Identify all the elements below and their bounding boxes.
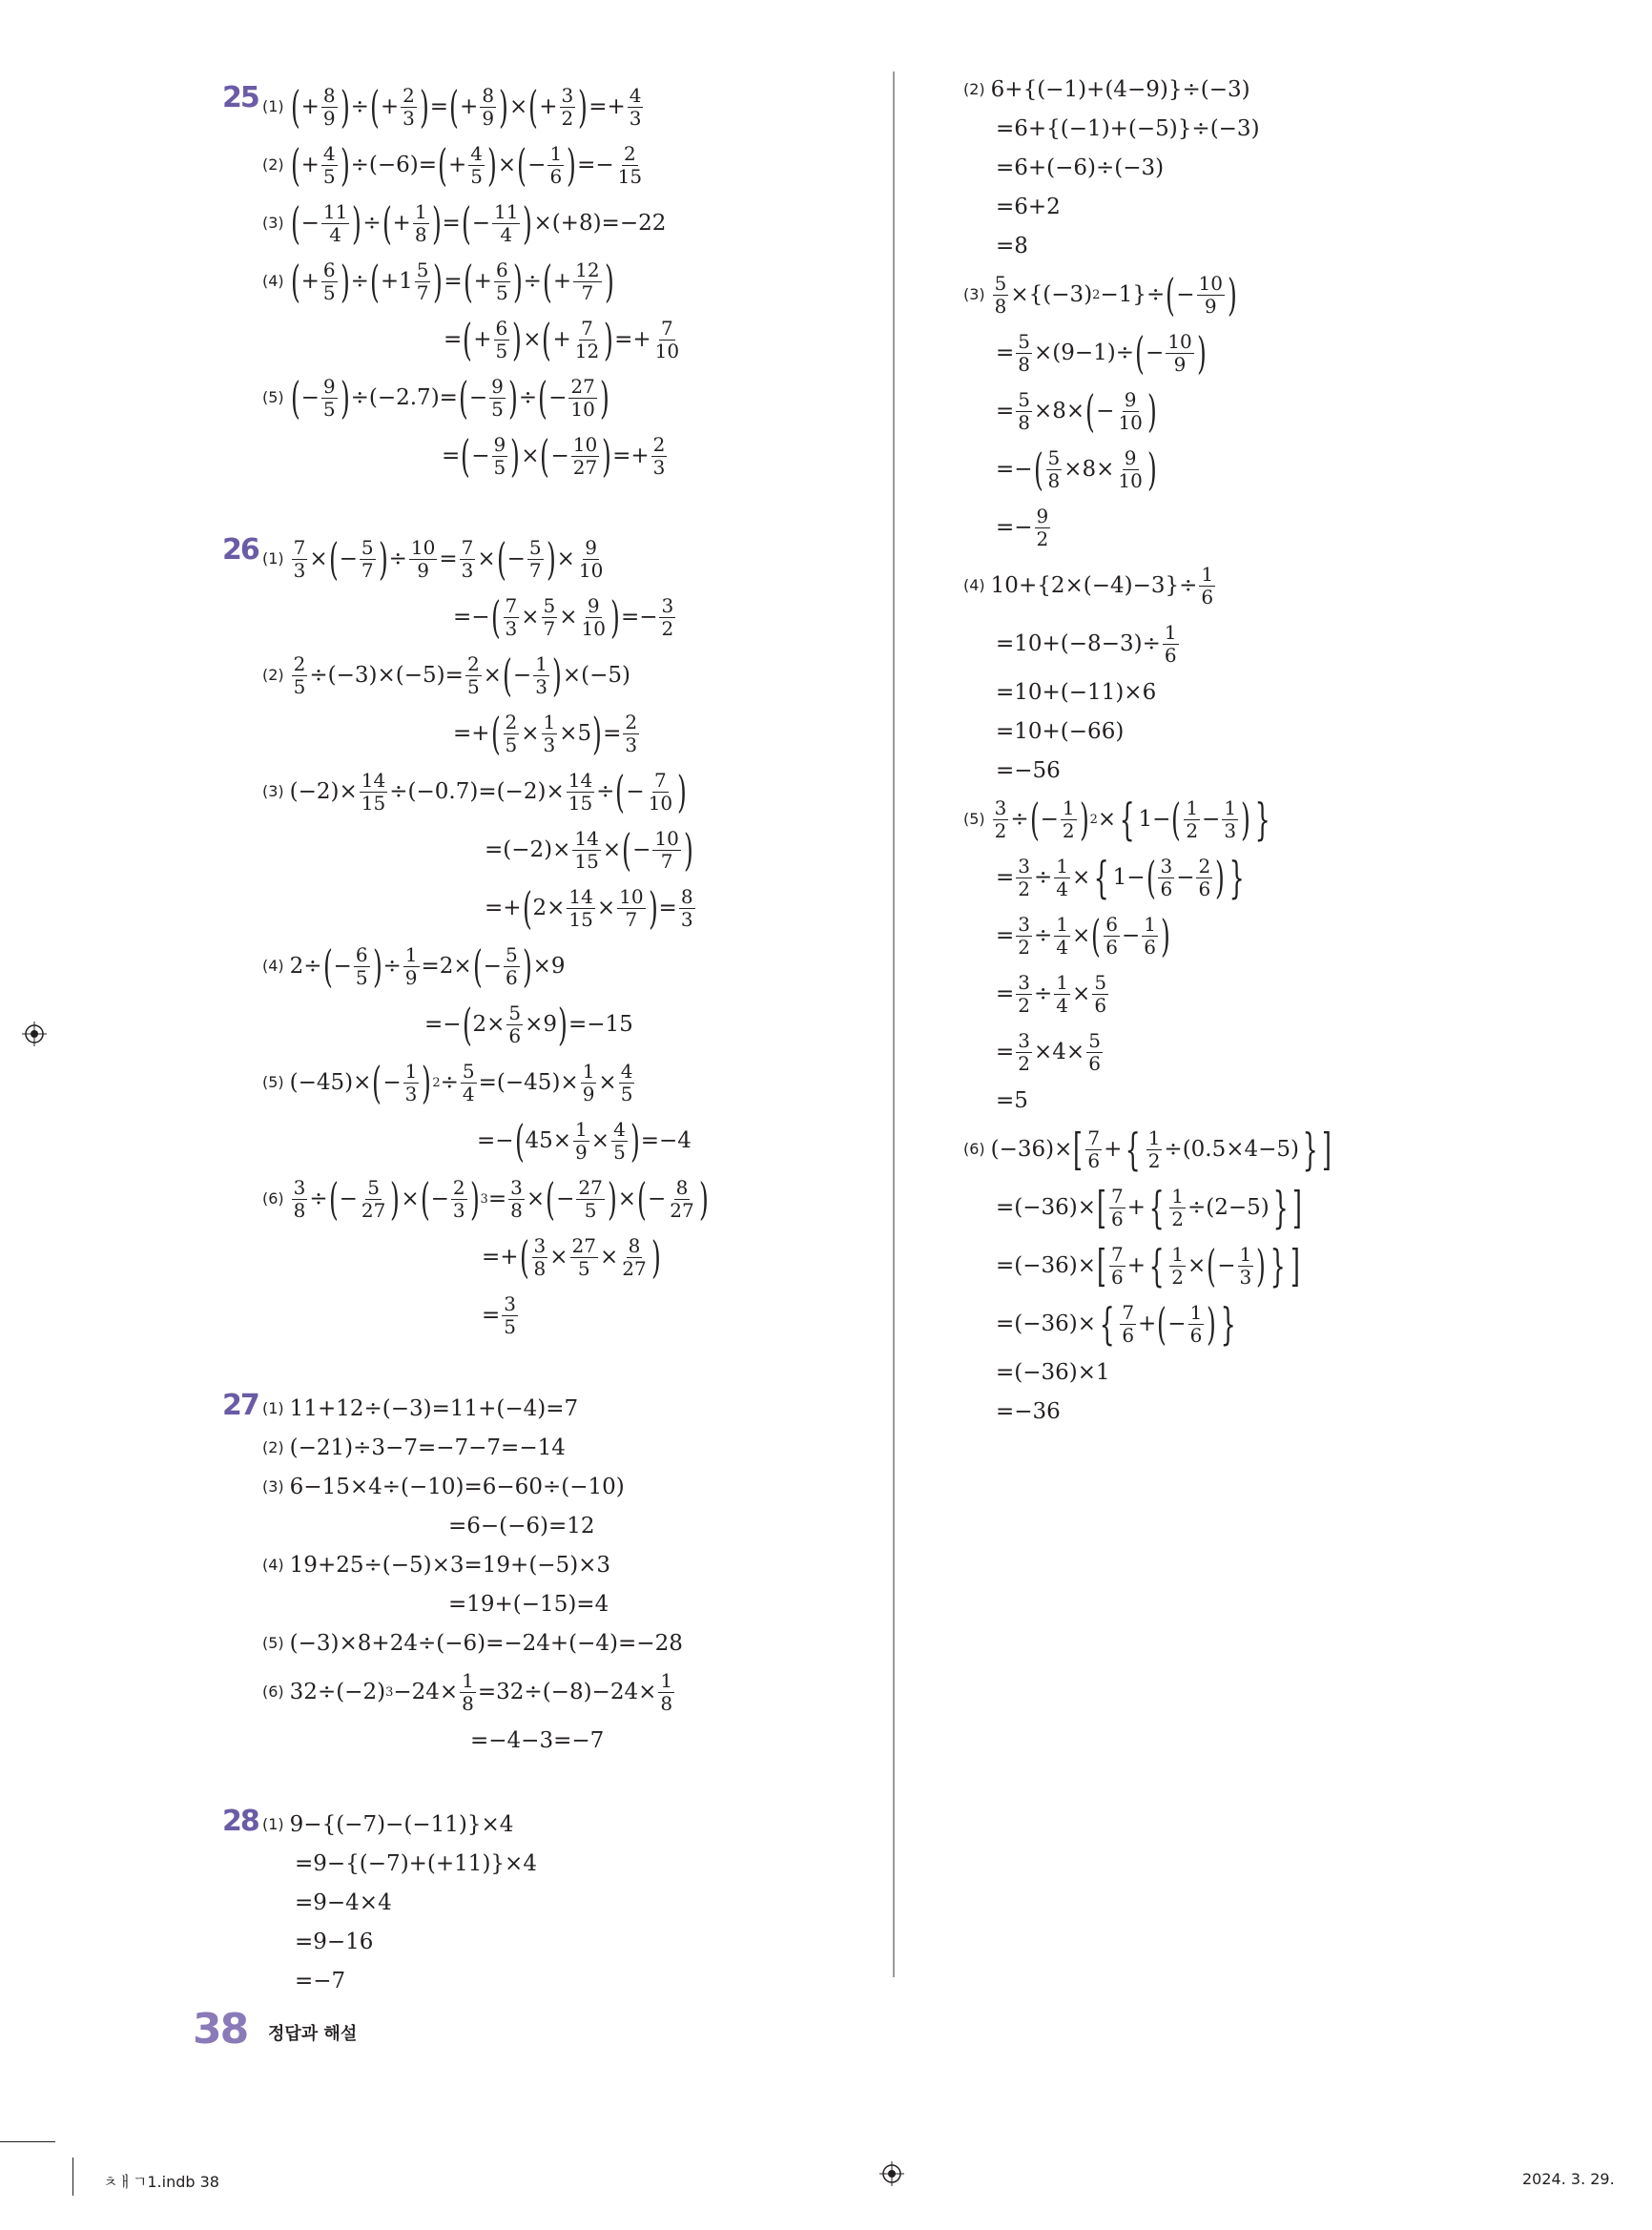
equation-line: (1) ( + $\frac{8}{9}$ ) ÷ ( + $\frac{2}{3}$ ) = ( + $\frac{8}{9}$ ) × ( + $\frac{3}{2}$ ) =+ $\frac{4}{3}$ [262,81,642,133]
equation-line: (6) $\frac{3}{8}$ ÷ ( − $\frac{5}{27}$ ) × ( − $\frac{2}{3}$ ) 3 = $\frac{3}{8}$ × ( − $\frac{27}{5}$ ) × ( − $\frac{8}{27}$ ) [262,1173,709,1225]
sub-label: (3) [262,214,284,232]
equation-line: (4) 10+{2×(−4)−3}÷ $\frac{1}{6}$ [963,562,1214,609]
equation-line: =10+(−8−3)÷ $\frac{1}{6}$ [996,620,1177,667]
equation-line: =6+{(−1)+(−5)}÷(−3) [996,115,1260,141]
equation-line: =+ ( $\frac{3}{8}$ × $\frac{27}{5}$ × $\frac{8}{27}$ ) [482,1231,661,1283]
equation-line: (6) (−36)× [ $\frac{7}{6}$ + { $\frac{1}{2}$ ÷(0.5×4−5) } ] [963,1124,1332,1175]
sub-label: (4) [262,272,284,290]
column-divider [893,72,895,1977]
equation-line: (4) 2÷ ( − $\frac{6}{5}$ ) ÷ $\frac{1}{9}$ =2× ( − $\frac{5}{6}$ ) ×9 [262,940,566,992]
equation-line: (3) $\frac{5}{8}$ ×{(−3) 2 −1}÷ ( − $\frac{10}{9}$ ) [963,269,1237,320]
sub-label: (4) [262,957,284,975]
problem-25 [215,79,882,484]
equation-line: = $\frac{3}{2}$ ÷ $\frac{1}{4}$ × { 1− ( $\frac{3}{6}$ − $\frac{2}{6}$ ) } [996,852,1245,903]
equation-line: = $\frac{3}{2}$ ÷ $\frac{1}{4}$ × $\frac{5}{6}$ [996,970,1107,1017]
right-sub-5 [963,792,1612,1119]
equation-line: (3) (−2)× $\frac{14}{15}$ ÷(−0.7)=(−2)× $\frac{14}{15}$ ÷ ( − $\frac{7}{10}$ ) [262,766,688,817]
problem-number: 28 [222,1805,258,1838]
equation-line: = $\frac{5}{8}$ ×(9−1)÷ ( − $\frac{10}{9}$ ) [996,327,1207,379]
equation-line: = $\frac{5}{8}$ ×8× ( − $\frac{9}{10}$ ) [996,385,1157,437]
sub-label: (1) [262,97,284,115]
sub-label: (3) [262,782,284,800]
equation-line: =−36 [996,1398,1061,1424]
crop-mark [0,2141,55,2142]
equation-line: =9−16 [295,1929,374,1954]
equation-line: (1) 9−{(−7)−(−11)}×4 [262,1811,514,1837]
equation-line: (5) (−3)×8+24÷(−6)=−24+(−4)=−28 [262,1630,683,1656]
crop-mark [72,2158,73,2196]
problem-27 [215,1391,882,1759]
right-sub-3 [963,267,1612,555]
problem-number: 27 [222,1389,258,1422]
problem-28 [215,1807,882,1999]
equation-line: =10+(−11)×6 [996,679,1157,705]
equation-line: =(−36)× [ $\frac{7}{6}$ + { $\frac{1}{2}$ × ( − $\frac{1}{3}$ ) } ] [996,1240,1300,1291]
equation-line: = ( + $\frac{6}{5}$ ) × ( + $\frac{7}{12}$ ) =+ $\frac{7}{10}$ [444,314,680,365]
equation-line: =9−4×4 [295,1889,392,1915]
equation-line: (4) 19+25÷(−5)×3=19+(−5)×3 [262,1552,611,1578]
sub-label: (5) [262,1073,284,1091]
registration-mark-icon [22,1022,47,1046]
equation-line: (5) (−45)× ( − $\frac{1}{3}$ ) 2 ÷ $\frac{5}{4}$ =(−45)× $\frac{1}{9}$ × $\frac{4}{5}$ [262,1057,633,1108]
equation-line: =6+(−6)÷(−3) [996,155,1165,180]
file-info: ㅊㅐㄱ1.indb 38 [103,2173,219,2191]
page-number: 38 [193,2005,248,2054]
equation-line: =5 [996,1087,1028,1113]
section-title: 정답과 해설 [268,2024,358,2044]
equation-line: = $\frac{3}{2}$ ×4× $\frac{5}{6}$ [996,1028,1101,1075]
equation-line: (2) 6+{(−1)+(4−9)}÷(−3) [963,76,1250,102]
right-sub-2 [963,72,1612,264]
equation-line: =10+(−66) [996,718,1125,744]
sub-label: (2) [262,155,284,174]
sub-label: (5) [262,388,284,406]
equation-line: (5) $\frac{3}{2}$ ÷ ( − $\frac{1}{2}$ ) 2 × { 1− ( $\frac{1}{2}$ − $\frac{1}{3}$ ) } [963,794,1270,845]
equation-line: =−4−3=−7 [470,1727,605,1753]
equation-line: = $\frac{3}{2}$ ÷ $\frac{1}{4}$ × ( $\frac{6}{6}$ − $\frac{1}{6}$ ) [996,910,1170,961]
equation-line: (6) 32÷(−2) 3 −24× $\frac{1}{8}$ =32÷(−8)−24× $\frac{1}{8}$ [262,1668,673,1715]
equation-line: =− ( $\frac{7}{3}$ × $\frac{5}{7}$ × $\frac{9}{10}$ ) =− $\frac{3}{2}$ [453,591,674,643]
equation-line: (5) ( − $\frac{9}{5}$ ) ÷(−2.7)= ( − $\frac{9}{5}$ ) ÷ ( − $\frac{27}{10}$ ) [262,372,609,423]
equation-line: =(−36)× [ $\frac{7}{6}$ + { $\frac{1}{2}$ ÷(2−5) } ] [996,1182,1302,1233]
equation-line: =6−(−6)=12 [448,1513,595,1538]
equation-line: =19+(−15)=4 [448,1591,609,1617]
equation-line: =(−36)×1 [996,1359,1110,1385]
equation-line: (1) $\frac{7}{3}$ × ( − $\frac{5}{7}$ ) ÷ $\frac{10}{9}$ = $\frac{7}{3}$ × ( − $\frac{5}{7}$ ) × $\frac{9}{10}$ [262,533,604,585]
equation-line: (2) $\frac{2}{5}$ ÷(−3)×(−5)= $\frac{2}{5}$ × ( − $\frac{1}{3}$ ) ×(−5) [262,650,630,701]
right-sub-6 [963,1122,1612,1430]
equation-line: =(−36)× { $\frac{7}{6}$ + ( − $\frac{1}{6}$ ) } [996,1298,1236,1350]
problem-number: 26 [222,533,258,567]
equation-line: =+ ( 2× $\frac{14}{15}$ × $\frac{10}{7}$ ) = $\frac{8}{3}$ [485,882,693,934]
right-sub-4 [963,558,1612,789]
equation-line: =− ( 2× $\frac{5}{6}$ ×9 ) =−15 [424,999,633,1050]
equation-line: (2) (−21)÷3−7=−7−7=−14 [262,1435,566,1460]
problem-26 [215,531,882,1343]
sub-label: (6) [262,1189,284,1208]
equation-line: =− $\frac{9}{2}$ [996,504,1049,550]
equation-line: =6+2 [996,194,1061,219]
registration-mark-icon [879,2161,904,2186]
equation-line: (2) ( + $\frac{4}{5}$ ) ÷(−6)= ( + $\frac{4}{5}$ ) × ( − $\frac{1}{6}$ ) =− $\frac{2}{15}$ [262,139,643,191]
equation-line: =− ( 45× $\frac{1}{9}$ × $\frac{4}{5}$ ) =−4 [477,1115,692,1167]
equation-line: (1) 11+12÷(−3)=11+(−4)=7 [262,1395,579,1421]
equation-line: =8 [996,233,1028,258]
print-date: 2024. 3. 29. [1522,2170,1615,2188]
right-column [963,69,1612,1433]
problem-number: 25 [222,81,258,114]
sub-label: (1) [262,549,284,568]
equation-line: (3) 6−15×4÷(−10)=6−60÷(−10) [262,1474,625,1499]
equation-line: = $\frac{3}{5}$ [482,1291,517,1338]
equation-line: =9−{(−7)+(+11)}×4 [295,1850,537,1876]
equation-line: =−7 [295,1968,346,1993]
sub-label: (2) [262,666,284,684]
equation-line: =+ ( $\frac{2}{5}$ × $\frac{1}{3}$ ×5 ) = $\frac{2}{3}$ [453,708,638,759]
equation-line: = ( − $\frac{9}{5}$ ) × ( − $\frac{10}{27}$ ) =+ $\frac{2}{3}$ [442,430,666,482]
equation-line: =(−2)× $\frac{14}{15}$ × ( − $\frac{10}{7}$ ) [485,824,693,876]
equation-line: =−56 [996,757,1061,783]
equation-line: =− ( $\frac{5}{8}$ ×8× $\frac{9}{10}$ ) [996,444,1157,495]
equation-line: (3) ( − $\frac{11}{4}$ ) ÷ ( + $\frac{1}{8}$ ) = ( − $\frac{11}{4}$ ) ×(+8)=−22 [262,197,667,249]
left-column [215,76,882,2047]
equation-line: (4) ( + $\frac{6}{5}$ ) ÷ ( +1 $\frac{5}{7}$ ) = ( + $\frac{6}{5}$ ) ÷ ( + $\frac{12}{7}$ ) [262,256,614,307]
